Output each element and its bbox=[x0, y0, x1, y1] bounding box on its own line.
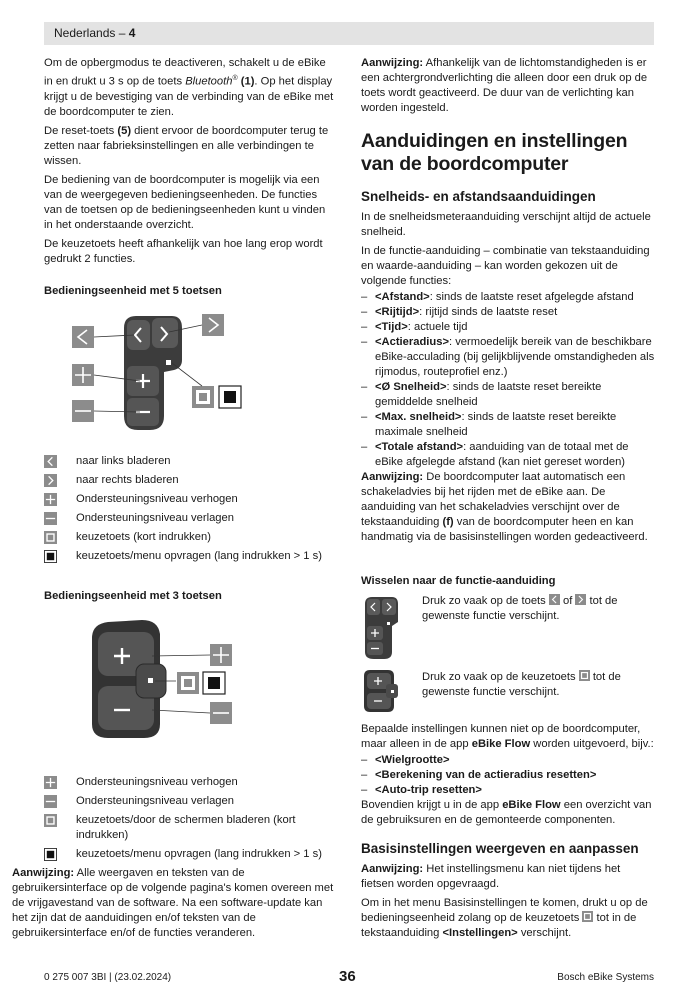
switch-instruction-2 bbox=[422, 670, 654, 700]
dash: – bbox=[361, 291, 368, 303]
item-key: <Ø Snelheid> bbox=[375, 381, 447, 393]
text: tot in de tekstaanduiding bbox=[361, 912, 637, 939]
menu-icon bbox=[224, 391, 236, 403]
header-language: Nederlands bbox=[54, 26, 116, 40]
item-key: <Wielgrootte> bbox=[375, 754, 450, 766]
section-heading: Aanduidingen en instellingen van de boordcomputer bbox=[361, 130, 628, 175]
list-item bbox=[361, 380, 655, 410]
note-label: Aanwijzing: bbox=[361, 471, 424, 483]
legend-item bbox=[44, 813, 334, 843]
header-title bbox=[54, 26, 135, 41]
note-settings-menu bbox=[361, 862, 655, 892]
subsection-heading-speed: Snelheids- en afstandsaanduidingen bbox=[361, 189, 596, 204]
subheading-3-buttons: Bedieningseenheid met 3 toetsen bbox=[44, 590, 222, 602]
text: dient ervoor de boordcomputer terug te zetten naar fabrieksinstellingen en alle verbindingen te wissen. bbox=[44, 124, 329, 167]
item-text: : vermoedelijk bereik van de beschikbare eBike-acculading (bij gelijkblijvende omstandigheden als rijmodus, routeprofiel enz.) bbox=[375, 336, 655, 378]
function-list bbox=[361, 290, 655, 470]
item-key: <Totale afstand> bbox=[375, 441, 464, 453]
dash: – bbox=[361, 336, 368, 348]
item-text: : rijtijd sinds de laatste reset bbox=[419, 306, 558, 318]
plus-icon bbox=[44, 493, 57, 506]
select-icon-inner bbox=[199, 393, 207, 401]
app-name: eBike Flow bbox=[502, 799, 561, 811]
item-text: : actuele tijd bbox=[407, 321, 468, 333]
text: tot de gewenste functie verschijnt. bbox=[422, 671, 621, 698]
menu-icon bbox=[44, 848, 57, 861]
item-key: <Berekening van de actieradius resetten> bbox=[375, 769, 597, 781]
legend-label: keuzetoets/menu opvragen (lang indrukken > 1 s) bbox=[76, 848, 322, 860]
dash: – bbox=[361, 769, 368, 781]
text: Om in het menu Basisinstellingen te komen, drukt u op de bedieningseenheid zolang op de keuzetoets bbox=[361, 897, 648, 924]
page-number: 36 bbox=[339, 968, 356, 985]
item-text: : aanduiding van de totaal met de eBike afgelegde afstand (kan niet gereset worden) bbox=[375, 441, 629, 468]
dash: – bbox=[361, 321, 368, 333]
plus-icon bbox=[44, 776, 57, 789]
menu-name: <Instellingen> bbox=[442, 927, 518, 939]
legend-item bbox=[44, 473, 334, 488]
text: Druk zo vaak op de keuzetoets bbox=[422, 671, 579, 683]
note-shift-advice bbox=[361, 470, 655, 545]
item-key: <Rijtijd> bbox=[375, 306, 420, 318]
note-software bbox=[12, 866, 334, 941]
left-column bbox=[44, 56, 334, 271]
callout-left bbox=[72, 326, 94, 348]
paragraph-opbergmodus bbox=[44, 56, 334, 120]
item-key: <Actieradius> bbox=[375, 336, 449, 348]
minus-icon bbox=[44, 795, 57, 808]
legend-item bbox=[44, 549, 334, 564]
text: . Op het display krijgt u de bevestiging van de verbinding van de eBike met de boordcomputer te zien. bbox=[44, 75, 334, 118]
subheading-switch-function: Wisselen naar de functie-aanduiding bbox=[361, 575, 556, 587]
right-column bbox=[361, 56, 655, 549]
device-left-button bbox=[367, 599, 380, 615]
note-label: Aanwijzing: bbox=[12, 867, 75, 879]
legend-label: keuzetoets/menu opvragen (lang indrukken > 1 s) bbox=[76, 550, 322, 562]
text: De reset-toets bbox=[44, 124, 118, 137]
legend-item bbox=[44, 847, 334, 862]
legend-label: Ondersteuningsniveau verhogen bbox=[76, 776, 238, 788]
select-dot bbox=[148, 678, 153, 683]
list-item bbox=[361, 335, 655, 380]
select-icon bbox=[44, 531, 57, 544]
legend-label: naar links bladeren bbox=[76, 455, 171, 467]
text: Bepaalde instellingen kunnen niet op de boordcomputer, maar alleen in de app bbox=[361, 723, 641, 750]
subheading-5-buttons: Bedieningseenheid met 5 toetsen bbox=[44, 285, 222, 297]
list-item bbox=[361, 768, 655, 783]
list-item bbox=[361, 783, 655, 798]
text: een overzicht van de gebruiksuren en de gemonteerde componenten. bbox=[361, 799, 652, 826]
leader-line bbox=[172, 363, 202, 386]
note-text: Alle weergaven en teksten van de gebruikersinterface op de volgende pagina's komen overeen met de vrijgavestand van de software. Na een software-update kan het zijn dat de aanduidingen en/of teksten van de gebruikersinterface en/of de functies veranderen. bbox=[12, 867, 334, 939]
text: Bovendien krijgt u in de app bbox=[361, 799, 503, 811]
legend-label: naar rechts bladeren bbox=[76, 474, 179, 486]
reference-1: (1) bbox=[237, 75, 255, 88]
chevron-left-icon bbox=[549, 594, 560, 605]
item-key: <Afstand> bbox=[375, 291, 430, 303]
device-select-button bbox=[387, 622, 390, 625]
select-dot bbox=[391, 690, 394, 693]
item-key: <Auto-trip resetten> bbox=[375, 784, 482, 796]
control-unit-5-buttons-illustration bbox=[64, 308, 254, 438]
note-label: Aanwijzing: bbox=[361, 57, 424, 69]
text: worden uitgevoerd, bijv.: bbox=[530, 738, 654, 750]
dash: – bbox=[361, 754, 368, 766]
legend-label: Ondersteuningsniveau verlagen bbox=[76, 512, 234, 524]
dash: – bbox=[361, 784, 368, 796]
select-icon bbox=[582, 911, 593, 922]
legend-label: keuzetoets/door de schermen bladeren (kort indrukken) bbox=[76, 814, 296, 841]
paragraph-keuzetoets: De keuzetoets heeft afhankelijk van hoe lang erop wordt gedrukt 2 functies. bbox=[44, 237, 323, 265]
subsection-heading-basic-settings: Basisinstellingen weergeven en aanpassen bbox=[361, 841, 639, 856]
chevron-right-icon bbox=[575, 594, 586, 605]
dash: – bbox=[361, 441, 368, 453]
note-label: Aanwijzing: bbox=[361, 863, 424, 875]
note-text: De boordcomputer laat automatisch een schakeladvies bij het rijden met de eBike aan. De aanduiding van het schakeladvies verschijnt over de tekstaanduiding bbox=[361, 471, 626, 528]
chevron-right-icon bbox=[44, 474, 57, 487]
text: verschijnt. bbox=[517, 927, 572, 939]
text: Om de opbergmodus te deactiveren, schakelt u de eBike in en drukt u 3 s op de toets bbox=[44, 57, 326, 88]
legend-5-buttons bbox=[44, 454, 334, 568]
note-text: Het instellingsmenu kan niet tijdens het fietsen worden opgevraagd. bbox=[361, 863, 621, 890]
list-item bbox=[361, 440, 655, 470]
list-item bbox=[361, 753, 655, 768]
leader-line bbox=[152, 710, 210, 713]
device-select-button bbox=[166, 360, 171, 365]
item-text: : sinds de laatste reset bereikte gemiddelde snelheid bbox=[375, 381, 602, 408]
legend-item bbox=[44, 511, 334, 526]
legend-label: Ondersteuningsniveau verlagen bbox=[76, 795, 234, 807]
paragraph-speedometer: In de snelheidsmeteraanduiding verschijnt altijd de actuele snelheid. bbox=[361, 211, 651, 238]
reference-f: (f) bbox=[442, 516, 454, 528]
thumbnail-3-buttons bbox=[362, 668, 402, 714]
legend-item bbox=[44, 775, 334, 790]
app-name: eBike Flow bbox=[471, 738, 531, 750]
select-icon-inner bbox=[184, 679, 192, 687]
paragraph-bediening: De bediening van de boordcomputer is mogelijk via een van de weergegeven bedieningseenheden. De functies van de toetsen op de bedieningseenheden kunt u vinden in het onderstaande overzicht. bbox=[44, 173, 326, 231]
paragraph-app-overview bbox=[361, 798, 655, 828]
legend-label: keuzetoets (kort indrukken) bbox=[76, 531, 211, 543]
note-text: van de boordcomputer heen en kan handmatig via de basisinstellingen worden gedeactiveerd. bbox=[361, 516, 648, 543]
header-page-marker: 4 bbox=[128, 26, 136, 40]
item-key: <Tijd> bbox=[375, 321, 408, 333]
leader-line bbox=[152, 655, 210, 656]
bluetooth-term: Bluetooth bbox=[185, 75, 233, 88]
list-item bbox=[361, 410, 655, 440]
legend-item bbox=[44, 794, 334, 809]
switch-instruction-1 bbox=[422, 594, 654, 624]
list-item bbox=[361, 305, 655, 320]
minus-icon bbox=[44, 512, 57, 525]
right-column-lower bbox=[361, 722, 655, 945]
callout-select-group bbox=[176, 671, 226, 695]
footer-doc-number: 0 275 007 3BI | (23.02.2024) bbox=[44, 972, 172, 983]
paragraph-functions: In de functie-aanduiding – combinatie van tekstaanduiding en waarde-aanduiding – kan worden gekozen uit de volgende functies: bbox=[361, 245, 650, 287]
list-item bbox=[361, 320, 655, 335]
device-right-button bbox=[382, 599, 396, 615]
legend-label: Ondersteuningsniveau verhogen bbox=[76, 493, 238, 505]
text: tot de gewenste functie verschijnt. bbox=[422, 595, 618, 622]
select-icon bbox=[44, 814, 57, 827]
legend-item bbox=[44, 454, 334, 469]
dash: – bbox=[361, 306, 368, 318]
registered-mark: ® bbox=[232, 75, 238, 82]
legend-item bbox=[44, 530, 334, 545]
item-key: <Max. snelheid> bbox=[375, 411, 462, 423]
chevron-left-icon bbox=[44, 455, 57, 468]
text: Druk zo vaak op de toets bbox=[422, 595, 549, 607]
thumbnail-5-buttons bbox=[362, 594, 400, 662]
list-item bbox=[361, 290, 655, 305]
footer-brand: Bosch eBike Systems bbox=[557, 972, 654, 983]
note-backlight bbox=[361, 56, 655, 116]
callout-right bbox=[202, 314, 224, 336]
page-header bbox=[44, 22, 654, 45]
note-text: Afhankelijk van de lichtomstandigheden is er een achtergrondverlichting die alleen door een druk op de toets wordt geactiveerd. De duur van de verlichting kan worden ingesteld. bbox=[361, 57, 648, 114]
header-separator: – bbox=[115, 26, 129, 40]
text: of bbox=[559, 595, 576, 607]
item-text: : sinds de laatste reset bereikte maximale snelheid bbox=[375, 411, 617, 438]
legend-3-buttons bbox=[12, 775, 334, 945]
dash: – bbox=[361, 381, 368, 393]
reference-5: (5) bbox=[117, 124, 132, 137]
select-icon bbox=[579, 670, 590, 681]
paragraph-app-settings bbox=[361, 722, 655, 752]
legend-item bbox=[44, 492, 334, 507]
dash: – bbox=[361, 411, 368, 423]
paragraph-open-settings bbox=[361, 896, 655, 941]
menu-icon bbox=[44, 550, 57, 563]
item-text: : sinds de laatste reset afgelegde afstand bbox=[429, 291, 634, 303]
paragraph-reset bbox=[44, 124, 334, 169]
menu-icon bbox=[208, 677, 220, 689]
